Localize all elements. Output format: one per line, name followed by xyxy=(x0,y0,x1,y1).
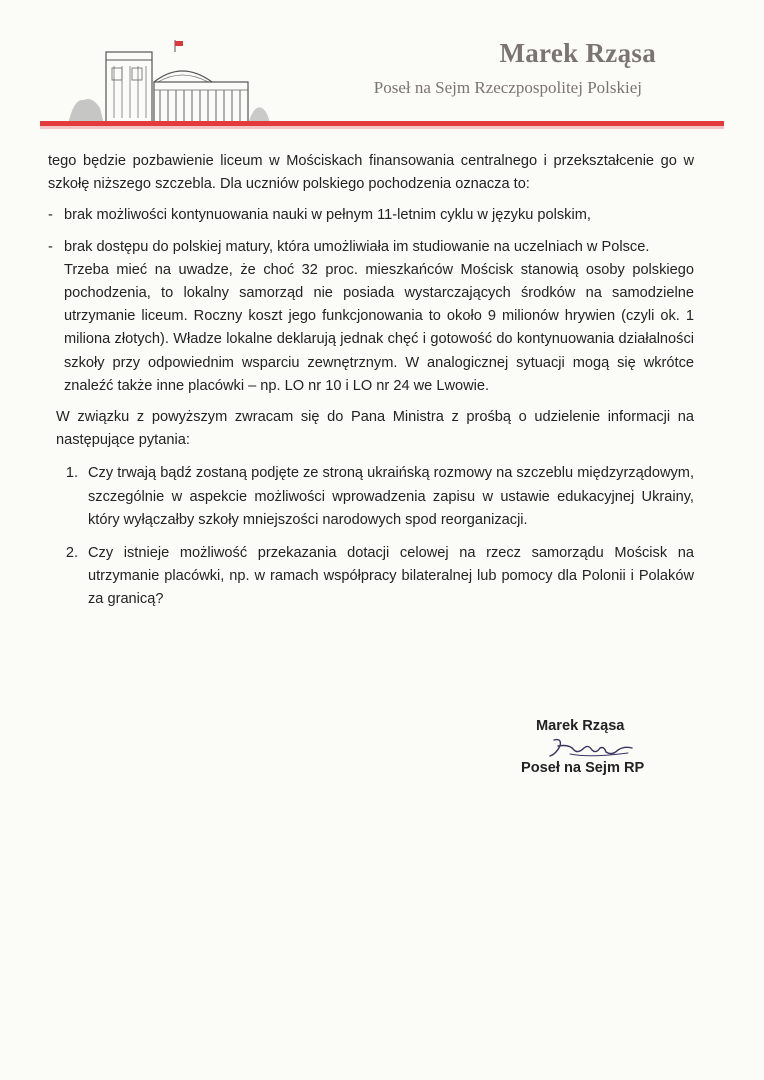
questions-list xyxy=(48,462,694,611)
list-item xyxy=(48,204,694,227)
sejm-building-icon xyxy=(62,38,272,134)
list-item xyxy=(48,236,694,259)
list-item xyxy=(48,462,694,532)
dash-bullet: - xyxy=(48,207,53,224)
list-item xyxy=(48,542,694,612)
dash-bullet: - xyxy=(48,238,53,255)
question-number: 1. xyxy=(65,465,78,482)
letterhead-name: Marek Rząsa xyxy=(499,38,656,68)
letterhead-title: Poseł na Sejm Rzeczpospolitej Polskiej xyxy=(373,78,642,97)
bullet-text: brak możliwości kontynuowania nauki w pełnym 11-letnim cyklu w języku polskim, xyxy=(64,207,591,224)
question-text: Czy istnieje możliwość przekazania dotacji celowej na rzecz samorządu Mościsk na utrzymanie placówki, np. w ramach współpracy bilateralnej lub pomocy dla Polonii i Polaków za granicą? xyxy=(88,545,694,608)
paragraph-context: Trzeba mieć na uwadze, że choć 32 proc. mieszkańców Mościsk stanowią osoby polskiego pochodzenia, to lokalny samorząd nie posiada wystarczających środków na samodzielne utrzymanie liceum. Roczny koszt jego funkcjonowania to około 9 milionów hrywien (czyli ok. 1 miliona złotych). Władze lokalne deklarują jednak chęć i gotowość do kontynuowania działalności szkoły przy odpowiednim wsparciu zewnętrznym. W analogicznej sytuacji mogą się wkrótce znaleźć także inne placówki – np. LO nr 10 i LO nr 24 we Lwowie. xyxy=(64,261,694,394)
paragraph-request: W związku z powyższym zwracam się do Pana Ministra z prośbą o udzielenie informacji na następujące pytania: xyxy=(56,409,694,449)
question-number: 2. xyxy=(65,545,78,562)
signature-name: Marek Rząsa xyxy=(536,718,625,734)
question-text: Czy trwają bądź zostaną podjęte ze stroną ukraińską rozmowy na szczeblu międzyrządowym, szczególnie w aspekcie możliwości wprowadzenia zapisu w ustawie edukacyjnej Ukrainy, który wyłączałby szkoły mniejszości narodowych spod reorganizacji. xyxy=(88,465,694,528)
letterhead-pink-rule xyxy=(40,126,724,129)
handwritten-signature xyxy=(540,736,640,760)
paragraph-intro: tego będzie pozbawienie liceum w Mościskach finansowania centralnego i przekształcenie go w szkołę niższego szczebla. Dla uczniów polskiego pochodzenia oznacza to: xyxy=(48,153,694,193)
letter-body xyxy=(48,150,694,622)
signature-role: Poseł na Sejm RP xyxy=(521,760,645,776)
bullet-text: brak dostępu do polskiej matury, która umożliwiała im studiowanie na uczelniach w Polsce. xyxy=(64,238,650,255)
